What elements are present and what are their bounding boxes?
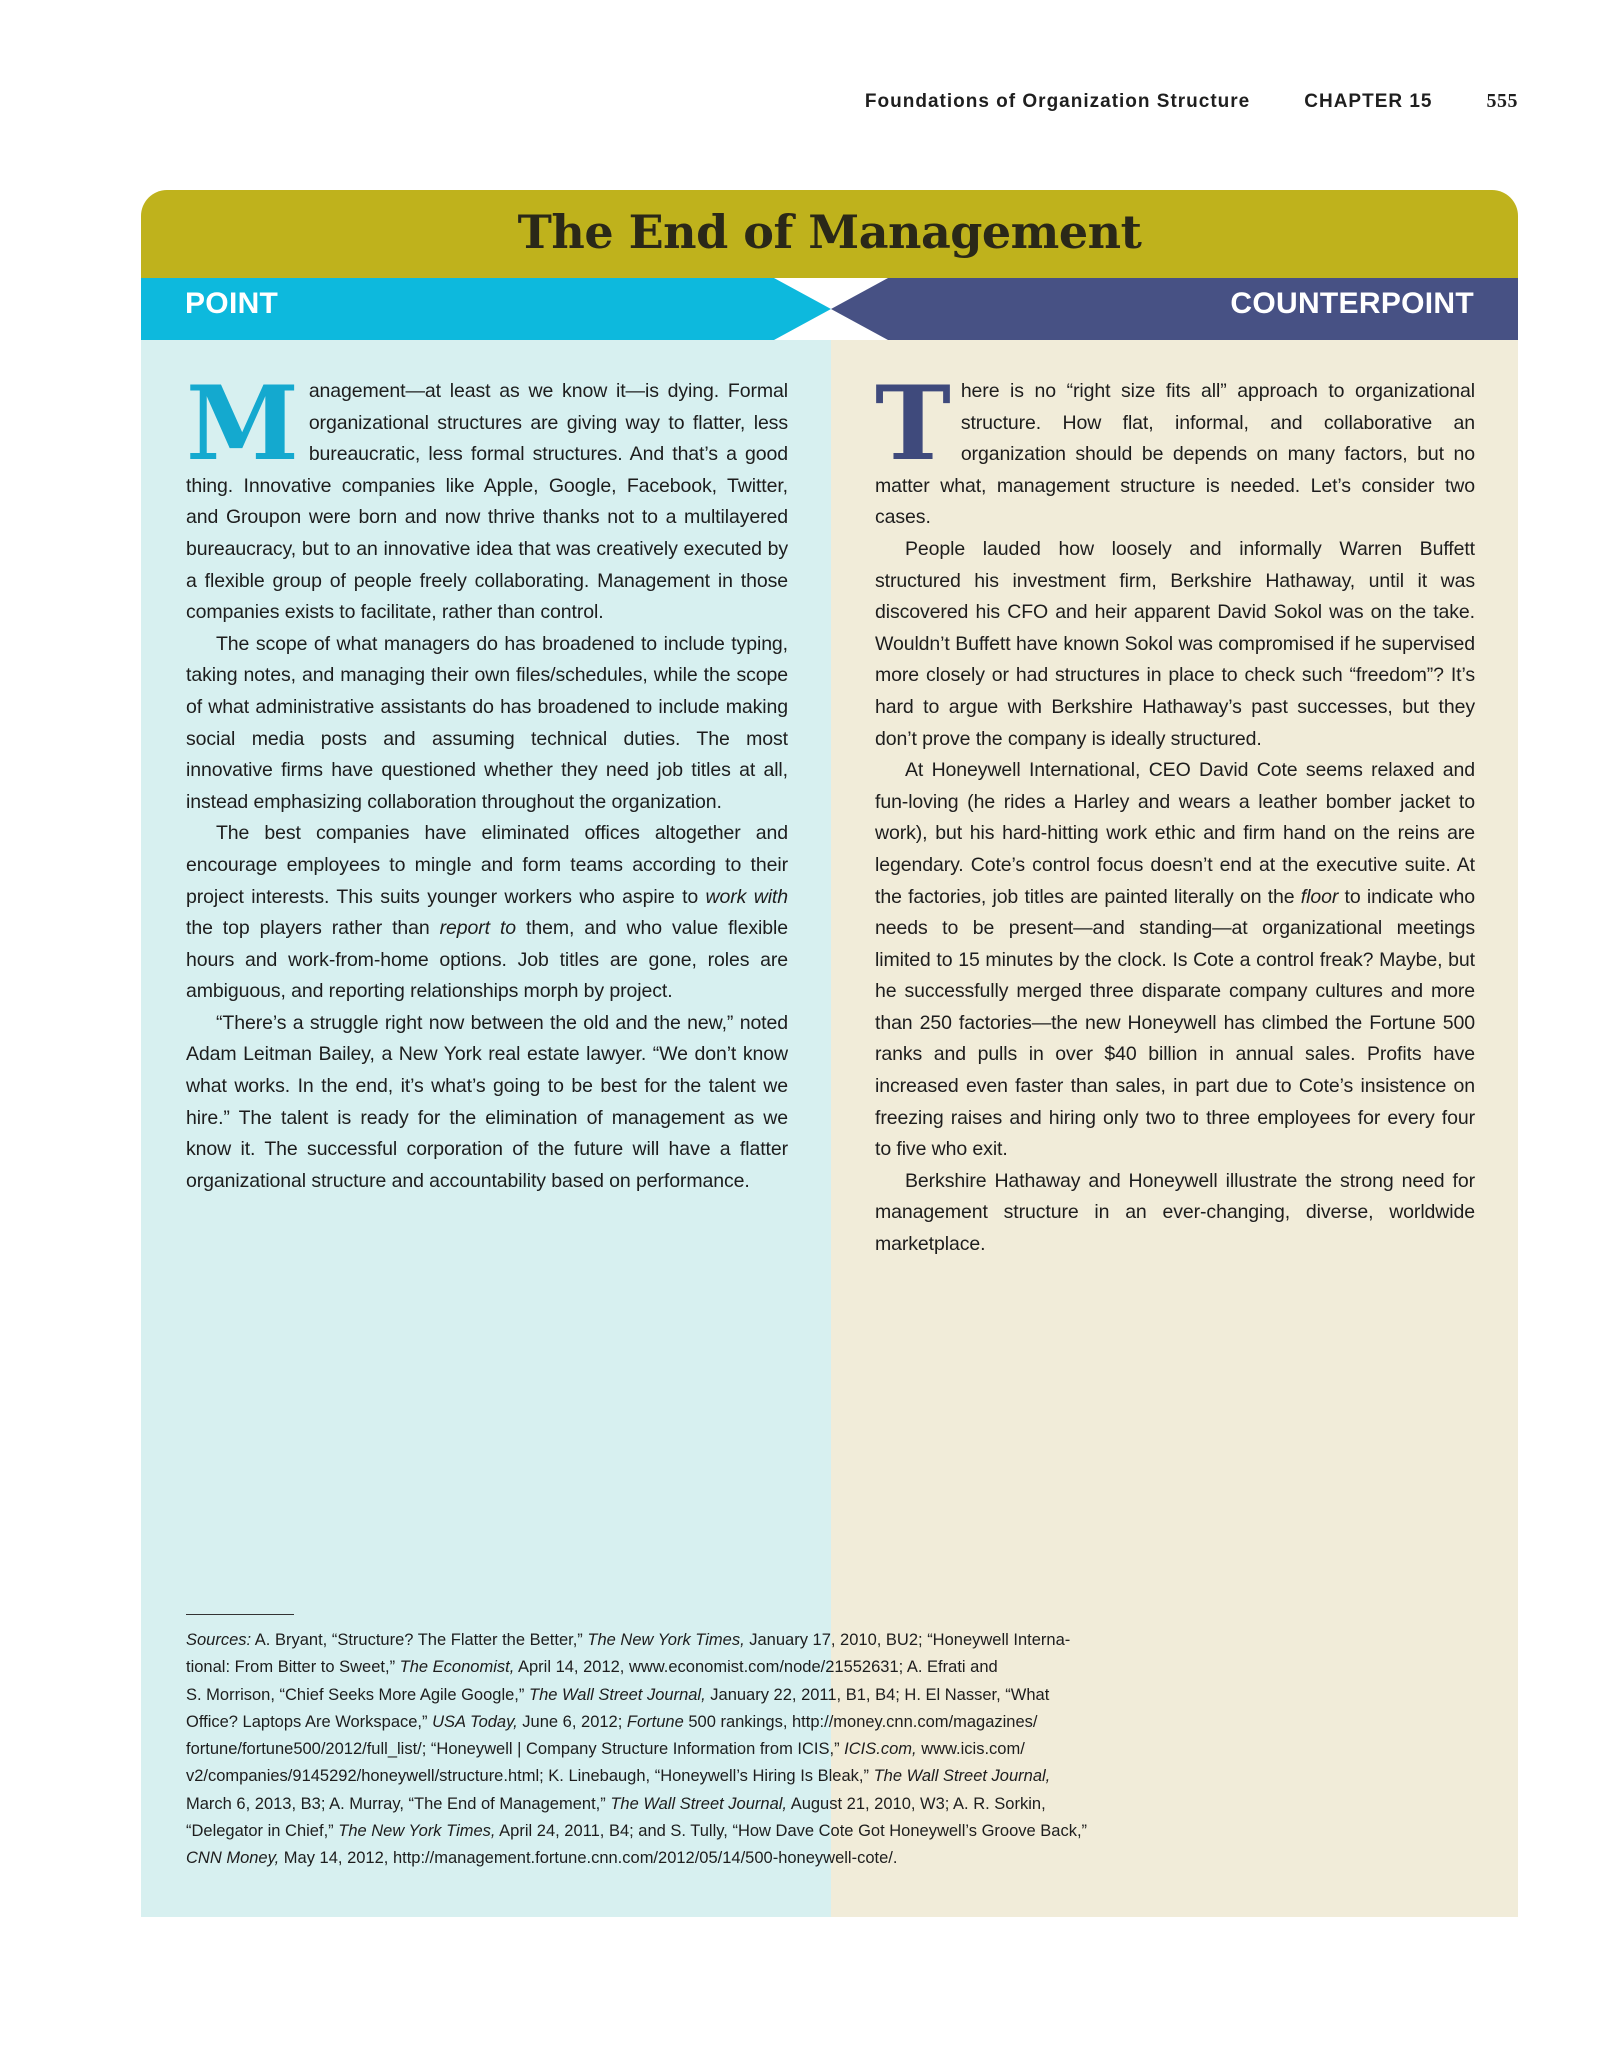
src-l8-a: “Delegator in Chief,” <box>186 1822 339 1841</box>
counterpoint-p1-text: here is no “right size fits all” approach to organizational structure. How flat, informal, and collaborative an organization should be depends on many factors, but no matter what, management structure is needed. Let’s consider two cases. <box>875 380 1475 529</box>
src-l4-b: June 6, 2012; <box>517 1712 627 1731</box>
chapter-label: CHAPTER 15 <box>1304 91 1433 112</box>
src-l7-em: The Wall Street Journal, <box>610 1794 788 1813</box>
running-title: Foundations of Organization Structure <box>864 91 1251 112</box>
src-l1-b: January 17, 2010, BU2; “Honeywell Interna- <box>744 1631 1071 1649</box>
src-l5-a: fortune/fortune500/2012/full_list/; “Honeywell | Company Structure Information from ICIS,” <box>186 1740 845 1759</box>
point-p3-b: the top players rather than <box>186 917 440 940</box>
src-l8-em: The New York Times, <box>338 1822 496 1841</box>
point-p3-a: The best companies have eliminated offices altogether and encourage employees to mingle and form teams according to their project interests. This suits younger workers who aspire to <box>186 822 788 908</box>
counterpoint-p3-b: to indicate who needs to be present—and standing—at organizational meetings limited to 15 minutes by the clock. Is Cote a control freak? Maybe, but he successfully merged three disparate company cultures and more than 250 factories—the new Honeywell has climbed the Fortune 500 ranks and pulls in over $40 billion in annual sales. Profits have increased even faster than sales, in part due to Cote’s insistence on freezing raises and hiring only two to three employees for every four to five who exit. <box>875 885 1475 1161</box>
drop-cap-m: M <box>186 364 299 484</box>
sources-line-6 <box>186 1763 1116 1790</box>
sources-line-4 <box>186 1709 1116 1736</box>
src-l4-a: Office? Laptops Are Workspace,” <box>186 1712 433 1731</box>
src-l9-b: May 14, 2012, http://management.fortune.cnn.com/2012/05/14/500-honeywell-cote/. <box>279 1849 898 1868</box>
src-l4-em1: USA Today, <box>432 1712 518 1731</box>
counterpoint-column <box>875 364 1475 1261</box>
sources-line-5 <box>186 1736 1116 1763</box>
src-l2-em: The Economist, <box>399 1658 515 1677</box>
drop-cap-t: T <box>875 364 951 484</box>
running-head <box>865 90 1518 113</box>
page-number: 555 <box>1486 90 1518 112</box>
src-l1-a: A. Bryant, “Structure? The Flatter the Better,” <box>251 1631 588 1649</box>
point-column <box>186 364 788 1197</box>
counterpoint-label: COUNTERPOINT <box>1230 287 1474 320</box>
point-p3-em1: work with <box>705 885 788 908</box>
src-l2-a: tional: From Bitter to Sweet,” <box>186 1658 400 1677</box>
src-l5-em: ICIS.com, <box>844 1740 917 1759</box>
counterpoint-paragraph-2: People lauded how loosely and informally Warren Buffett structured his investment firm, Berkshire Hathaway, until it was discovered his CFO and heir apparent David Sokol was on the take. Wouldn’t Buffett have known Sokol was compromised if he supervised more closely or had structures in place to check such “freedom”? It’s hard to argue with Berkshire Hathaway’s past successes, but they don’t prove the company is ideally structured. <box>875 537 1475 750</box>
counterpoint-paragraph-3 <box>875 755 1475 1166</box>
src-l3-a: S. Morrison, “Chief Seeks More Agile Google,” <box>186 1685 529 1704</box>
sources-rule <box>186 1614 294 1615</box>
counterpoint-p3-a: At Honeywell International, CEO David Cote seems relaxed and fun-loving (he rides a Harley and wears a leather bomber jacket to work), but his hard-hitting work ethic and firm hand on the reins are legendary. Cote’s control focus doesn’t end at the executive suite. At the factories, job titles are painted literally on the <box>875 759 1475 908</box>
src-l3-em: The Wall Street Journal, <box>528 1685 706 1704</box>
counterpoint-paragraph-4: Berkshire Hathaway and Honeywell illustrate the strong need for management structure in an ever-changing, diverse, worldwide marketplace. <box>875 1169 1475 1256</box>
point-paragraph-2: The scope of what managers do has broadened to include typing, taking notes, and managing their own files/schedules, while the scope of what administrative assistants do has broadened to include making social media posts and assuming technical duties. The most innovative firms have questioned whether they need job titles at all, instead emphasizing collaboration throughout the organization. <box>186 632 788 813</box>
sources-note <box>186 1627 1116 1873</box>
src-l3-b: January 22, 2011, B1, B4; H. El Nasser, “What <box>705 1685 1050 1704</box>
point-counterpoint-panel <box>141 190 1518 1917</box>
sources-line-7 <box>186 1791 1116 1818</box>
sources-label: Sources: <box>186 1631 252 1649</box>
sources-line-3 <box>186 1682 1116 1709</box>
counterpoint-paragraph-1 <box>875 364 1475 534</box>
src-l9-em: CNN Money, <box>186 1849 280 1868</box>
src-l6-a: v2/companies/9145292/honeywell/structure.html; K. Linebaugh, “Honeywell’s Hiring Is Bleak,” <box>186 1767 874 1786</box>
src-l7-a: March 6, 2013, B3; A. Murray, “The End of Management,” <box>186 1794 611 1813</box>
src-l1-em: The New York Times, <box>587 1631 745 1649</box>
src-l4-c: 500 rankings, http://money.cnn.com/magazines/ <box>683 1712 1038 1731</box>
point-p3-em2: report to <box>439 917 517 940</box>
src-l4-em2: Fortune <box>626 1712 684 1731</box>
sources-line-8 <box>186 1818 1116 1845</box>
feature-title: The End of Management <box>517 205 1142 259</box>
src-l7-b: August 21, 2010, W3; A. R. Sorkin, <box>787 1794 1046 1813</box>
src-l5-b: www.icis.com/ <box>916 1740 1025 1759</box>
counterpoint-p3-em: floor <box>1300 885 1339 908</box>
src-l6-em: The Wall Street Journal, <box>873 1767 1051 1786</box>
point-p3-c: them, and who value flexible hours and work-from-home options. Job titles are gone, roles are ambiguous, and reporting relationships morph by project. <box>186 917 788 1003</box>
point-label: POINT <box>185 287 279 320</box>
src-l2-b: April 14, 2012, www.economist.com/node/21552631; A. Efrati and <box>514 1658 998 1677</box>
sources-line-1 <box>186 1627 1116 1654</box>
point-paragraph-1 <box>186 364 788 629</box>
point-paragraph-3 <box>186 818 788 1008</box>
point-p1-text: anagement—at least as we know it—is dying. Formal organizational structures are giving way to flatter, less bureaucratic, less formal structures. And that’s a good thing. Innovative companies like Apple, Google, Facebook, Twitter, and Groupon were born and now thrive thanks not to a multilayered bureaucracy, but to an innovative idea that was creatively executed by a flexible group of people freely collaborating. Management in those companies exists to facilitate, rather than control. <box>186 380 788 624</box>
sources-line-9 <box>186 1845 1116 1872</box>
sources-line-2 <box>186 1654 1116 1681</box>
point-paragraph-4: “There’s a struggle right now between the old and the new,” noted Adam Leitman Bailey, a New York real estate lawyer. “We don’t know what works. In the end, it’s what’s going to be best for the talent we hire.” The talent is ready for the elimination of management as we know it. The successful corporation of the future will have a flatter organizational structure and accountability based on performance. <box>186 1011 788 1192</box>
src-l8-b: April 24, 2011, B4; and S. Tully, “How Dave Cote Got Honeywell’s Groove Back,” <box>495 1822 1088 1841</box>
